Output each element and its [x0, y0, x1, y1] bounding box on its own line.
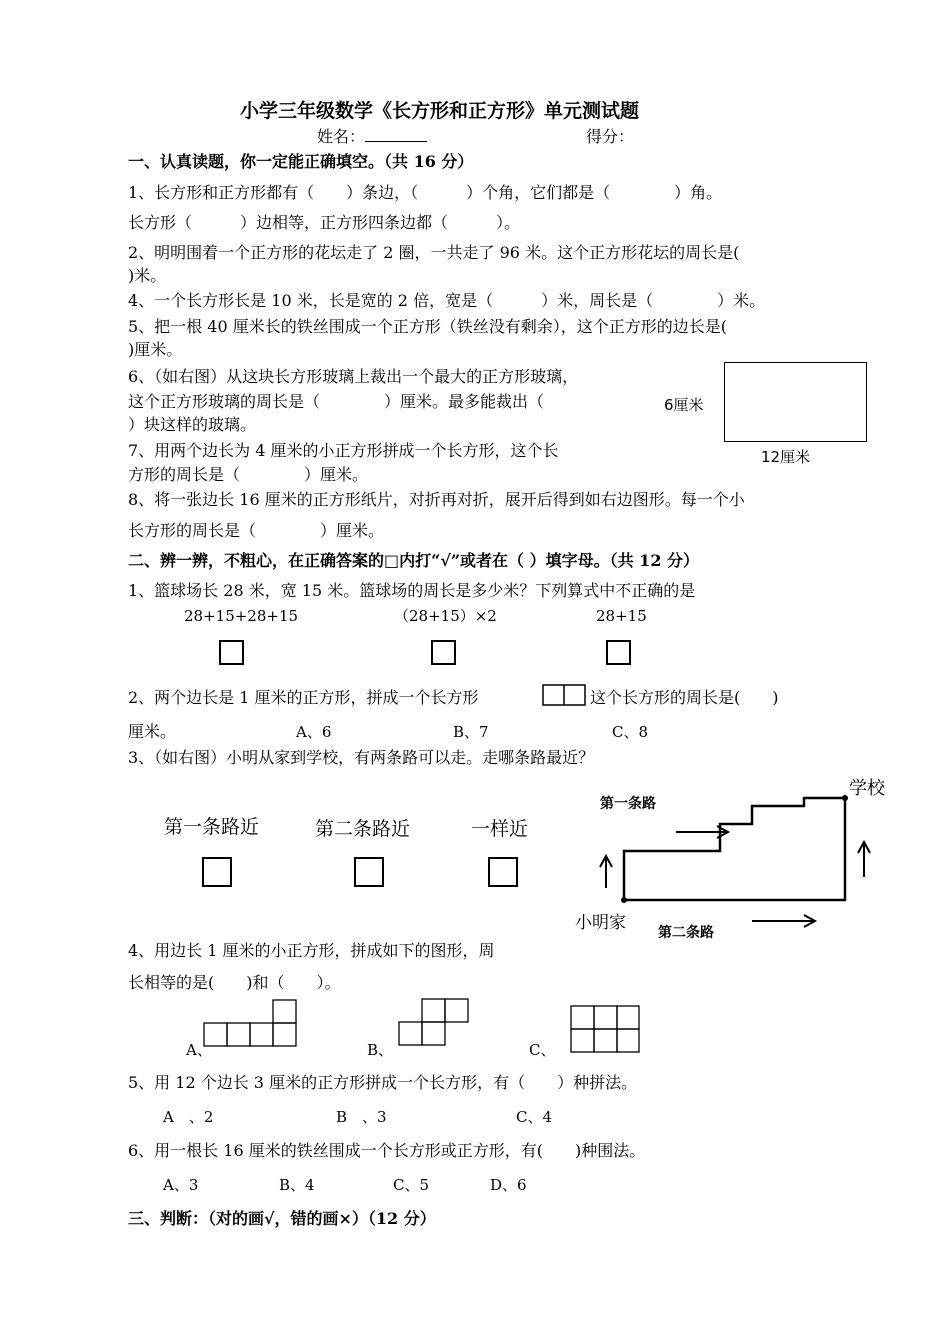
s2-q3-checkbox-a[interactable] [202, 857, 232, 887]
glass-rectangle-figure [724, 362, 867, 442]
s1-q7-line1: 7、用两个边长为 4 厘米的小正方形拼成一个长方形，这个长 [128, 441, 559, 460]
figure-height-label: 6厘米 [664, 396, 704, 414]
s2-q3-checkbox-b[interactable] [354, 857, 384, 887]
section3-heading: 三、判断：（对的画√，错的画×）（12 分） [128, 1209, 436, 1228]
section2-heading: 二、辨一辨，不粗心，在正确答案的□内打“√”或者在（ ）填字母。（共 12 分） [128, 551, 700, 570]
s2-q4-option-a: A、 [186, 1041, 212, 1059]
home-label: 小明家 [575, 913, 626, 933]
figure-width-label: 12厘米 [761, 448, 811, 466]
s1-q7-line2: 方形的周长是（ ）厘米。 [128, 465, 369, 484]
s2-q4-line1: 4、用边长 1 厘米的小正方形，拼成如下的图形，周 [128, 941, 495, 960]
s2-q2-line1-b: 这个长方形的周长是( ) [590, 688, 779, 707]
s2-q1-checkbox-c[interactable] [606, 640, 631, 665]
name-field[interactable] [365, 127, 427, 142]
s2-q3-option-c: 一样近 [471, 818, 529, 840]
section1-heading: 一、认真读题，你一定能正确填空。（共 16 分） [128, 152, 474, 171]
s2-q2-line2: 厘米。 [128, 722, 177, 741]
s1-q5-line1: 5、把一根 40 厘米长的铁丝围成一个正方形（铁丝没有剩余），这个正方形的边长是( [128, 317, 727, 336]
s2-q1-option-a: 28+15+28+15 [184, 607, 299, 625]
s2-q1-checkbox-b[interactable] [431, 640, 456, 665]
s2-q6-option-a: A、3 [163, 1176, 199, 1194]
s2-q6-option-b: B、4 [279, 1176, 315, 1194]
s1-q1-line2: 长方形（ ）边相等，正方形四条边都（ ）。 [128, 213, 521, 232]
s2-q1-text: 1、篮球场长 28 米，宽 15 米。篮球场的周长是多少米？下列算式中不正确的是 [128, 581, 696, 600]
s2-q3-option-a: 第一条路近 [164, 816, 260, 838]
s2-q2-option-c: C、8 [612, 723, 649, 741]
page-title: 小学三年级数学《长方形和正方形》单元测试题 [240, 100, 640, 122]
s2-q2-line1-a: 2、两个边长是 1 厘米的正方形，拼成一个长方形 [128, 688, 479, 707]
shape-b-figure [398, 998, 470, 1046]
s2-q5-option-b: B 、3 [336, 1108, 387, 1126]
s1-q2-line1: 2、明明围着一个正方形的花坛走了 2 圈，一共走了 96 米。这个正方形花坛的周长是( [128, 243, 740, 262]
s2-q3-option-b: 第二条路近 [315, 818, 411, 840]
s1-q1-line1: 1、长方形和正方形都有（ ）条边，（ ）个角，它们都是（ ）角。 [128, 183, 723, 202]
route2-label: 第二条路 [658, 925, 714, 941]
score-label: 得分： [586, 127, 635, 146]
s2-q6-option-c: C、5 [393, 1176, 430, 1194]
s1-q5-line2: )厘米。 [128, 340, 183, 359]
s1-q8-line1: 8、将一张边长 16 厘米的正方形纸片，对折再对折，展开后得到如右边图形。每一个小 [128, 490, 745, 509]
s2-q3-checkbox-c[interactable] [488, 857, 518, 887]
shape-a-figure [203, 999, 297, 1047]
s2-q4-option-c: C、 [529, 1041, 556, 1059]
s2-q3-text: 3、（如右图）小明从家到学校，有两条路可以走。走哪条路最近？ [128, 748, 595, 767]
name-field-label: 姓名： [317, 127, 427, 147]
s2-q4-option-b: B、 [367, 1041, 394, 1059]
s2-q1-checkbox-a[interactable] [219, 640, 244, 665]
s2-q5-text: 5、用 12 个边长 3 厘米的正方形拼成一个长方形，有（ ）种拼法。 [128, 1073, 638, 1092]
s2-q1-option-c: 28+15 [596, 607, 647, 625]
s2-q2-option-a: A、6 [296, 723, 332, 741]
shape-c-figure [570, 1005, 640, 1053]
s1-q2-line2: )米。 [128, 266, 167, 285]
s1-q4: 4、一个长方形长是 10 米，长是宽的 2 倍，宽是（ ）米，周长是（ ）米。 [128, 291, 766, 310]
s2-q4-line2: 长相等的是( )和（ ）。 [128, 973, 341, 992]
s1-q6-line3: ）块这样的玻璃。 [128, 415, 257, 434]
s2-q1-option-b: （28+15）×2 [394, 607, 497, 625]
s2-q5-option-c: C、4 [516, 1108, 553, 1126]
route1-label: 第一条路 [600, 796, 656, 812]
two-square-rectangle-figure [542, 684, 586, 706]
s1-q6-line2: 这个正方形玻璃的周长是（ ）厘米。最多能裁出（ [128, 392, 545, 411]
school-label: 学校 [849, 778, 885, 799]
s2-q6-text: 6、用一根长 16 厘米的铁丝围成一个长方形或正方形，有( )种围法。 [128, 1141, 646, 1160]
s1-q8-line2: 长方形的周长是（ ）厘米。 [128, 521, 385, 540]
s2-q5-option-a: A 、2 [163, 1108, 214, 1126]
s2-q6-option-d: D、6 [490, 1176, 527, 1194]
s2-q2-option-b: B、7 [453, 723, 489, 741]
s1-q6-line1: 6、（如右图）从这块长方形玻璃上裁出一个最大的正方形玻璃， [128, 367, 579, 386]
